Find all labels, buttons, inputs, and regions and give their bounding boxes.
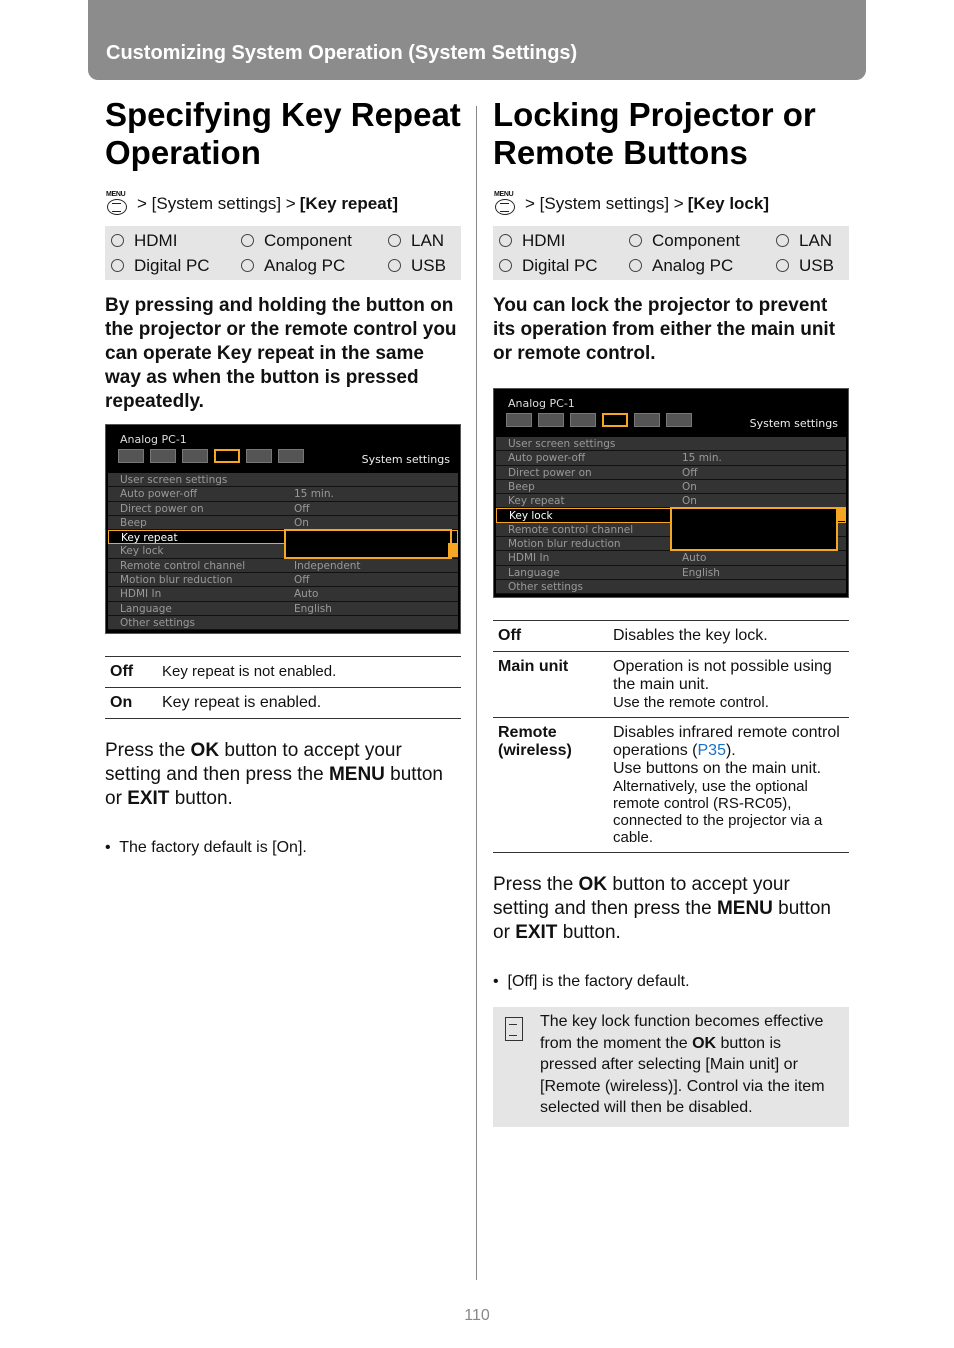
osd-item: Remote control channel xyxy=(496,523,846,537)
menu-button-icon: MENU xyxy=(105,191,131,217)
table-row: Off Key repeat is not enabled. xyxy=(105,657,461,688)
osd-item: Motion blur reduction xyxy=(496,537,846,551)
osd-item: HDMI In Auto xyxy=(496,551,846,565)
osd-screenshot-key-repeat xyxy=(105,424,461,634)
input-lan: LAN xyxy=(388,231,444,251)
input-usb: USB xyxy=(776,256,834,276)
osd-item: User screen settings xyxy=(108,473,458,487)
radio-icon xyxy=(388,259,401,272)
input-analog-pc: Analog PC xyxy=(629,256,776,276)
radio-icon xyxy=(629,234,642,247)
left-column xyxy=(105,96,461,857)
osd-item: Language English xyxy=(108,602,458,616)
lead-paragraph: By pressing and holding the button on the projector or the remote control you can operate Key repeat in the same way as when the button is pressed repeatedly. xyxy=(105,295,457,412)
input-digital-pc: Digital PC xyxy=(111,256,241,276)
radio-icon xyxy=(241,259,254,272)
radio-icon xyxy=(111,234,124,247)
osd-item: Auto power-off 15 min. xyxy=(496,451,846,465)
osd-item: Other settings xyxy=(496,580,846,594)
radio-icon xyxy=(388,234,401,247)
osd-item: Beep On xyxy=(496,480,846,494)
osd-item-selected: Key lock xyxy=(496,508,846,522)
note-icon xyxy=(505,1017,523,1041)
input-sources xyxy=(105,226,461,280)
input-analog-pc: Analog PC xyxy=(241,256,388,276)
osd-screenshot-key-lock xyxy=(493,388,849,598)
osd-item: Direct power on Off xyxy=(496,466,846,480)
osd-item: Motion blur reduction Off xyxy=(108,573,458,587)
osd-item-selected: Key repeat xyxy=(108,530,458,544)
path-prefix: > [System settings] > xyxy=(525,194,684,213)
section-title-key-repeat: Specifying Key Repeat Operation xyxy=(105,96,461,171)
osd-item: Beep On xyxy=(108,516,458,530)
osd-item: HDMI In Auto xyxy=(108,587,458,601)
osd-scroll-marker xyxy=(448,543,458,557)
radio-icon xyxy=(241,234,254,247)
osd-item: Remote control channel Independent xyxy=(108,559,458,573)
osd-header: System settings xyxy=(361,453,450,466)
path-item: [Key lock] xyxy=(687,194,769,213)
table-row: Main unit Operation is not possible using the main unit. Use the remote control. xyxy=(493,652,849,718)
input-hdmi: HDMI xyxy=(111,231,241,251)
input-lan: LAN xyxy=(776,231,832,251)
osd-source: Analog PC-1 xyxy=(508,397,575,410)
menu-path xyxy=(493,190,849,218)
osd-item: User screen settings xyxy=(496,437,846,451)
lead-paragraph: You can lock the projector to prevent its operation from either the main unit or remote control. xyxy=(493,295,836,364)
input-hdmi: HDMI xyxy=(499,231,629,251)
table-row: On Key repeat is enabled. xyxy=(105,688,461,719)
page-number: 110 xyxy=(464,1307,490,1324)
osd-source: Analog PC-1 xyxy=(120,433,187,446)
radio-icon xyxy=(111,259,124,272)
radio-icon xyxy=(499,259,512,272)
osd-item: Key repeat On xyxy=(496,494,846,508)
input-usb: USB xyxy=(388,256,446,276)
osd-item: Direct power on Off xyxy=(108,502,458,516)
input-component: Component xyxy=(241,231,388,251)
options-table xyxy=(105,656,461,719)
radio-icon xyxy=(629,259,642,272)
press-instructions: Press the OK button to accept your setting and then press the MENU button or EXIT button. xyxy=(493,874,831,943)
chapter-header xyxy=(88,0,866,80)
osd-scroll-marker xyxy=(836,507,846,521)
menu-button-icon: MENU xyxy=(493,191,519,217)
osd-item: Key lock xyxy=(108,544,458,558)
input-digital-pc: Digital PC xyxy=(499,256,629,276)
radio-icon xyxy=(499,234,512,247)
page-link[interactable]: P35 xyxy=(697,742,726,759)
bullet-note: • The factory default is [On]. xyxy=(105,839,307,856)
osd-tabs xyxy=(118,449,310,463)
options-table xyxy=(493,620,849,853)
input-sources xyxy=(493,226,849,280)
osd-tabs xyxy=(506,413,698,427)
osd-popup xyxy=(284,529,452,559)
path-item: [Key repeat] xyxy=(299,194,399,213)
table-row: Off Disables the key lock. xyxy=(493,621,849,652)
section-title-key-lock: Locking Projector or Remote Buttons xyxy=(493,96,816,171)
radio-icon xyxy=(776,234,789,247)
input-component: Component xyxy=(629,231,776,251)
note-box: The key lock function becomes effective from the moment the OK button is pressed after selecting [Main unit] or [Remote (wireless)]. Control via the item selected will then be disabled. xyxy=(493,1007,849,1127)
right-column xyxy=(493,96,849,1127)
osd-header: System settings xyxy=(749,417,838,430)
osd-item: Auto power-off 15 min. xyxy=(108,487,458,501)
path-prefix: > [System settings] > xyxy=(137,194,296,213)
column-divider xyxy=(476,106,477,1280)
press-instructions: Press the OK button to accept your setting and then press the MENU button or EXIT button. xyxy=(105,740,443,809)
table-row: Remote (wireless) Disables infrared remote control operations (P35). Use buttons on the main unit. Alternatively, use the optional remote control (RS-RC05), connected to the projector via a cable. xyxy=(493,718,849,853)
osd-item: Other settings xyxy=(108,616,458,630)
osd-item: Language English xyxy=(496,566,846,580)
bullet-note: • [Off] is the factory default. xyxy=(493,973,690,990)
radio-icon xyxy=(776,259,789,272)
menu-path xyxy=(105,190,461,218)
chapter-title: Customizing System Operation (System Settings) xyxy=(106,42,578,64)
osd-popup xyxy=(670,507,838,551)
